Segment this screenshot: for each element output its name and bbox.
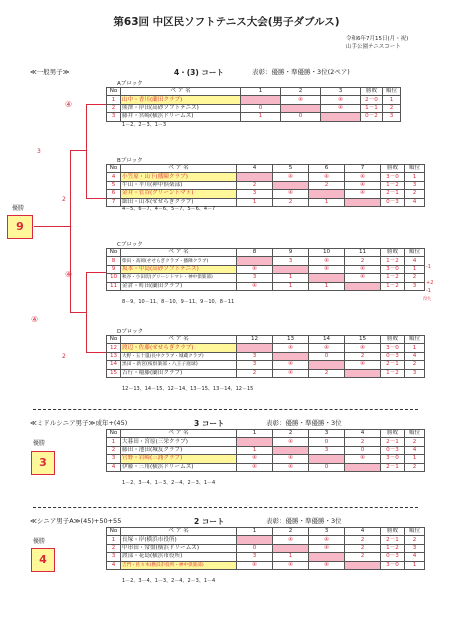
champion-label: 優勝: [12, 205, 25, 212]
table-row: 3 官野・岩崎(三浦クラブ) ④ ④ ④ 3－0 1: [107, 455, 425, 463]
event-venue: 山手公園テニスコート: [346, 44, 401, 50]
block-b-table: No ペ ア 名 4 5 6 7 勝敗 順位 4 小笠原・山下(播陳クラブ) ④ ④ ④ 3－0 1 5 牛山・平川(神中倶楽部) 2 2 ④ 1－2 3 6 金井・菅谷(グリーントマト) 3 ④ ④ 2－1 2 7 細田・山本(せせらぎクラブ) 1 2 1 0－3 4: [106, 164, 425, 207]
bracket-score-final: ④: [31, 315, 39, 324]
table-row: 1 山中・香川(蘭田クラブ) ④ ④ 2－0 1: [107, 96, 401, 104]
senior-table: No ペ ア 名 1 2 3 4 勝敗 順位 1 長塚・岸(横浜市役所) ④ ④ 2 2－1 2 2 中串田・常盤(横浜ドリームズ) 0 ④ 2 1－2 3 3 渡部・花島(横浜市役所) 3 1 2 0－3 4 4 吉門・佐々木(横浜市役所・神中倶楽部) ④ ④ ④ 3－0 1: [106, 527, 425, 570]
table-row: 2 中串田・常盤(横浜ドリームズ) 0 ④ 2 1－2 3: [107, 544, 425, 552]
side-note-label: 得失: [423, 296, 431, 301]
table-row: 14 黒田・新宮(桜倶楽部・八王子庭球) 3 ④ ④ 2－1 2: [107, 361, 425, 369]
table-row: 2 藤田・池田(城友クラブ) 1 3 0 0－3 4: [107, 446, 425, 454]
middle-order: 1－2、3－4、1－3、2－4、2－3、1－4: [122, 480, 216, 486]
senior-champion-box: 4: [31, 548, 55, 572]
table-row: 4 吉門・佐々木(横浜市役所・神中倶楽部) ④ ④ ④ 3－0 1: [107, 561, 425, 569]
middle-court: 3 コート: [194, 419, 225, 428]
block-b-title: Bブロック: [117, 158, 143, 164]
block-c-title: Cブロック: [117, 242, 143, 248]
table-row: 4 伊藤・三角(横浜ドリームズ) ④ ④ 0 2－1 2: [107, 463, 425, 471]
table-row: 13 大野・五十嵐(長中クラブ・城蔵クラブ) 3 0 2 0－3 4: [107, 352, 425, 360]
table-row: 8 柴田・高岡(せせらぎクラブ・播陳クラブ) 3 ④ 2 1－2 4: [107, 257, 425, 265]
page-title: 第63回 中区民ソフトテニス大会(男子ダブルス): [113, 16, 340, 28]
table-row: 10 秋谷・小田切(グリーントマト・神中倶楽部) 3 1 ④ 1－2 2: [107, 274, 425, 282]
block-d-title: Dブロック: [117, 329, 144, 335]
section-divider: [33, 409, 418, 410]
block-d-table: No ペ ア 名 12 13 14 15 勝敗 順位 12 渡辺・佐藤(せせらぎクラブ) ④ ④ ④ 3－0 1 13 大野・五十嵐(長中クラブ・城蔵クラブ) 3 0 2 0－3 4 14 黒田・新宮(桜倶楽部・八王子庭球) 3 ④ ④ 2－1 2 15 吉行・稲藤(蘭田クラブ) 2 ④ 2 1－2 3: [106, 335, 425, 378]
event-date: 令和6年7月15日(月・祝): [346, 36, 409, 42]
general-category: ≪一般男子≫: [30, 68, 70, 76]
middle-champion-label: 優勝: [33, 440, 46, 447]
general-awards: 表彰：優勝・準優勝・3位(2ペア): [252, 68, 350, 76]
table-row: 1 大暮田・宮原(三栄クラブ) ④ 0 2 2－1 2: [107, 438, 425, 446]
middle-awards: 表彰：優勝・準優勝・3位: [266, 419, 342, 427]
side-note-row8: -1: [426, 264, 431, 270]
table-row: 5 牛山・平川(神中倶楽部) 2 2 ④ 1－2 3: [107, 181, 425, 189]
block-a-table: No ペ ア 名 1 2 3 勝敗 順位 1 山中・香川(蘭田クラブ) ④ ④ 2－0 1 2 熊澤・岸田(高砂ソフトテニス) 0 ④ 1－1 2 3 藤井・宮崎(横浜ドリームズ) 1 0 0－2 3: [106, 87, 401, 122]
table-row: 11 金倉・町田(蘭田クラブ) ④ 1 1 1－2 3: [107, 282, 425, 290]
table-row: 7 細田・山本(せせらぎクラブ) 1 2 1 0－3 4: [107, 198, 425, 206]
general-court: 4・(3) コート: [174, 68, 224, 77]
bracket-score-r2c: ④: [65, 270, 73, 279]
bracket-score-r2d: 2: [62, 353, 66, 360]
middle-champion-box: 3: [31, 451, 55, 475]
table-row: 3 渡部・花島(横浜市役所) 3 1 2 0－3 4: [107, 553, 425, 561]
table-row: 3 藤井・宮崎(横浜ドリームズ) 1 0 0－2 3: [107, 113, 401, 121]
bracket-score-r1b: 2: [62, 196, 66, 203]
block-b-order: 4－5、6－7、4－6、5－7、5－6、4－7: [122, 206, 216, 212]
section-divider: [33, 507, 418, 508]
senior-champion-label: 優勝: [33, 538, 46, 545]
block-c-table: No ペ ア 名 8 9 10 11 勝敗 順位 8 柴田・高岡(せせらぎクラブ・播陳クラブ) 3 ④ 2 1－2 4 9 坂本・中島(高砂ソフトテニス) ④ ④ ④ 3－0 1 10 秋谷・小田切(グリーントマト・神中倶楽部) 3 1 ④ 1－2 2 11 金倉・町田(蘭田クラブ) ④ 1 1 1－2 3: [106, 248, 425, 291]
senior-awards: 表彰：優勝・準優勝・3位: [266, 517, 342, 525]
block-a-order: 1－2、2－3、1－3: [122, 122, 167, 128]
table-row: 12 渡辺・佐藤(せせらぎクラブ) ④ ④ ④ 3－0 1: [107, 344, 425, 352]
block-c-order: 8－9、10－11、8－10、9－11、9－10、8－11: [122, 299, 235, 305]
senior-court: 2 コート: [194, 517, 225, 526]
table-row: 4 小笠原・山下(播陳クラブ) ④ ④ ④ 3－0 1: [107, 173, 425, 181]
table-row: 9 坂本・中島(高砂ソフトテニス) ④ ④ ④ 3－0 1: [107, 265, 425, 273]
champion-box: 9: [7, 215, 33, 239]
middle-category: ≪ミドルシニア男子≫成年+(45): [30, 419, 128, 427]
table-row: 6 金井・菅谷(グリーントマト) 3 ④ ④ 2－1 2: [107, 190, 425, 198]
bracket-score-r2a: 3: [37, 148, 41, 155]
senior-category: ≪シニア男子A≫(45)+50+55: [30, 517, 122, 525]
table-row: 2 熊澤・岸田(高砂ソフトテニス) 0 ④ 1－1 2: [107, 104, 401, 112]
block-a-title: Aブロック: [117, 81, 143, 87]
table-row: 1 長塚・岸(横浜市役所) ④ ④ 2 2－1 2: [107, 536, 425, 544]
block-d-order: 12－13、14－15、12－14、13－15、13－14、12－15: [122, 386, 254, 392]
middle-table: No ペ ア 名 1 2 3 4 勝敗 順位 1 大暮田・宮原(三栄クラブ) ④ 0 2 2－1 2 2 藤田・池田(城友クラブ) 1 3 0 0－3 4 3 官野・岩崎(三浦クラブ) ④ ④ ④ 3－0 1 4 伊藤・三角(横浜ドリームズ) ④ ④ 0 2－1 2: [106, 429, 425, 472]
bracket-score-r1a: ④: [65, 100, 73, 109]
side-note-row11: -1: [426, 288, 431, 294]
side-note-row10: +2: [426, 280, 434, 286]
table-row: 15 吉行・稲藤(蘭田クラブ) 2 ④ 2 1－2 3: [107, 369, 425, 377]
senior-order: 1－2、3－4、1－3、2－4、2－3、1－4: [122, 578, 216, 584]
